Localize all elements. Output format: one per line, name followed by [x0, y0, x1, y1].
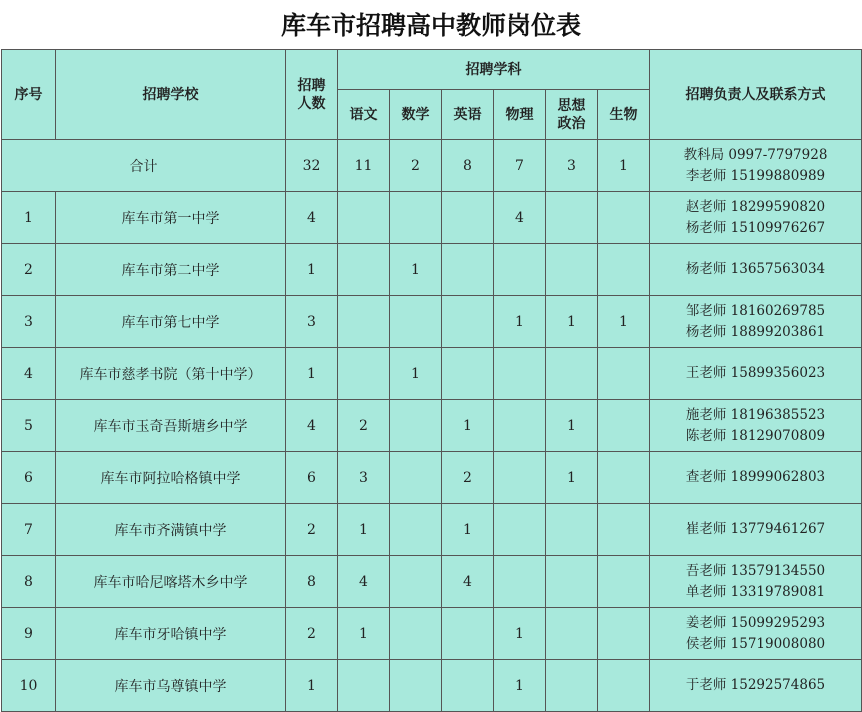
row-subject-cell	[546, 192, 598, 244]
row-index: 9	[2, 608, 56, 660]
row-school: 库车市齐满镇中学	[56, 504, 286, 556]
header-subject-politics	[546, 90, 598, 140]
header-subject-chinese: 语文	[338, 90, 390, 140]
row-subject-cell	[442, 244, 494, 296]
header-subject-math: 数学	[390, 90, 442, 140]
row-subject-cell: 1	[546, 400, 598, 452]
row-count: 2	[286, 504, 338, 556]
row-school: 库车市玉奇吾斯塘乡中学	[56, 400, 286, 452]
header-subject-physics: 物理	[494, 90, 546, 140]
table-row	[2, 296, 862, 348]
row-index: 3	[2, 296, 56, 348]
row-subject-cell: 1	[442, 504, 494, 556]
header-subject-biology: 生物	[598, 90, 650, 140]
row-subject-cell	[546, 504, 598, 556]
total-count: 32	[286, 140, 338, 192]
row-school: 库车市牙哈镇中学	[56, 608, 286, 660]
row-contact	[650, 504, 862, 556]
contact-line: 杨老师 13657563034	[685, 261, 826, 277]
total-subject-cell: 7	[494, 140, 546, 192]
row-subject-cell	[494, 556, 546, 608]
row-contact	[650, 192, 862, 244]
header-subject-english: 英语	[442, 90, 494, 140]
header-index: 序号	[2, 50, 56, 140]
row-subject-cell	[494, 348, 546, 400]
row-index: 4	[2, 348, 56, 400]
row-subject-cell	[598, 400, 650, 452]
table-row	[2, 348, 862, 400]
row-index: 1	[2, 192, 56, 244]
row-subject-cell	[494, 400, 546, 452]
row-school: 库车市第一中学	[56, 192, 286, 244]
row-subject-cell	[338, 296, 390, 348]
row-subject-cell	[338, 660, 390, 712]
row-count: 4	[286, 192, 338, 244]
row-subject-cell: 3	[338, 452, 390, 504]
header-count-text: 招聘人数	[297, 77, 326, 112]
row-subject-cell: 1	[390, 244, 442, 296]
row-contact	[650, 452, 862, 504]
contact-line: 侯老师 15719008080	[685, 635, 826, 652]
total-subject-cell: 11	[338, 140, 390, 192]
row-subject-cell	[338, 348, 390, 400]
row-subject-cell	[338, 192, 390, 244]
row-contact	[650, 348, 862, 400]
contact-line: 施老师 18196385523	[685, 406, 826, 423]
row-subject-cell	[390, 556, 442, 608]
row-subject-cell: 4	[494, 192, 546, 244]
row-subject-cell	[390, 400, 442, 452]
row-contact	[650, 608, 862, 660]
row-subject-cell: 1	[494, 296, 546, 348]
total-subject-cell: 1	[598, 140, 650, 192]
row-subject-cell: 4	[338, 556, 390, 608]
table-row	[2, 504, 862, 556]
row-school: 库车市慈孝书院（第十中学）	[56, 348, 286, 400]
row-subject-cell	[390, 660, 442, 712]
row-subject-cell	[598, 192, 650, 244]
header-subject-politics-text: 思想政治	[557, 97, 586, 132]
row-subject-cell	[598, 608, 650, 660]
row-count: 8	[286, 556, 338, 608]
row-subject-cell	[390, 608, 442, 660]
row-subject-cell	[442, 348, 494, 400]
row-subject-cell	[494, 504, 546, 556]
total-subject-cell: 3	[546, 140, 598, 192]
contact-line: 邹老师 18160269785	[685, 302, 826, 319]
row-subject-cell	[546, 660, 598, 712]
row-subject-cell	[598, 452, 650, 504]
row-subject-cell	[546, 348, 598, 400]
row-subject-cell: 1	[494, 660, 546, 712]
contact-line: 李老师 15199880989	[685, 167, 826, 184]
row-contact	[650, 244, 862, 296]
row-subject-cell: 2	[442, 452, 494, 504]
total-row	[2, 140, 862, 192]
row-subject-cell	[442, 192, 494, 244]
row-count: 2	[286, 608, 338, 660]
table-row	[2, 556, 862, 608]
row-subject-cell: 4	[442, 556, 494, 608]
row-subject-cell	[390, 452, 442, 504]
row-subject-cell	[442, 296, 494, 348]
row-subject-cell	[598, 504, 650, 556]
row-subject-cell: 1	[494, 608, 546, 660]
contact-line: 姜老师 15099295293	[685, 614, 826, 631]
row-count: 6	[286, 452, 338, 504]
row-subject-cell	[494, 452, 546, 504]
page-title: 库车市招聘高中教师岗位表	[0, 0, 862, 48]
table-row	[2, 660, 862, 712]
row-subject-cell: 1	[338, 504, 390, 556]
contact-line: 崔老师 13779461267	[685, 521, 826, 537]
row-index: 8	[2, 556, 56, 608]
contact-line: 杨老师 18899203861	[685, 323, 826, 340]
row-subject-cell	[494, 244, 546, 296]
row-subject-cell	[598, 556, 650, 608]
header-row-1	[2, 50, 862, 90]
row-index: 6	[2, 452, 56, 504]
table-row	[2, 192, 862, 244]
table-row	[2, 452, 862, 504]
recruitment-table	[1, 49, 862, 712]
row-subject-cell	[338, 244, 390, 296]
contact-line: 杨老师 15109976267	[685, 219, 826, 236]
contact-line: 于老师 15292574865	[685, 677, 826, 693]
row-school: 库车市阿拉哈格镇中学	[56, 452, 286, 504]
row-index: 7	[2, 504, 56, 556]
row-school: 库车市第二中学	[56, 244, 286, 296]
row-count: 1	[286, 348, 338, 400]
row-subject-cell	[546, 244, 598, 296]
row-index: 10	[2, 660, 56, 712]
row-subject-cell	[390, 504, 442, 556]
header-count	[286, 50, 338, 140]
header-school: 招聘学校	[56, 50, 286, 140]
row-subject-cell: 1	[546, 452, 598, 504]
row-count: 3	[286, 296, 338, 348]
row-subject-cell	[598, 244, 650, 296]
row-count: 4	[286, 400, 338, 452]
contact-line: 查老师 18999062803	[685, 469, 826, 485]
total-subject-cell: 2	[390, 140, 442, 192]
total-contact	[650, 140, 862, 192]
row-subject-cell: 1	[390, 348, 442, 400]
table-row	[2, 400, 862, 452]
row-subject-cell	[442, 608, 494, 660]
row-school: 库车市第七中学	[56, 296, 286, 348]
row-index: 5	[2, 400, 56, 452]
row-count: 1	[286, 244, 338, 296]
row-subject-cell: 2	[338, 400, 390, 452]
row-subject-cell	[390, 296, 442, 348]
row-subject-cell	[546, 608, 598, 660]
row-subject-cell	[442, 660, 494, 712]
row-subject-cell: 1	[598, 296, 650, 348]
row-index: 2	[2, 244, 56, 296]
total-subject-cell: 8	[442, 140, 494, 192]
table-row	[2, 608, 862, 660]
row-contact	[650, 400, 862, 452]
table-row	[2, 244, 862, 296]
row-subject-cell	[598, 348, 650, 400]
header-contact: 招聘负责人及联系方式	[650, 50, 862, 140]
row-contact	[650, 556, 862, 608]
contact-line: 吾老师 13579134550	[685, 562, 826, 579]
row-subject-cell	[598, 660, 650, 712]
row-subject-cell: 1	[338, 608, 390, 660]
row-school: 库车市哈尼喀塔木乡中学	[56, 556, 286, 608]
header-subjects: 招聘学科	[338, 50, 650, 90]
contact-line: 王老师 15899356023	[685, 365, 826, 381]
total-label: 合计	[2, 140, 286, 192]
contact-line: 陈老师 18129070809	[685, 427, 826, 444]
contact-line: 赵老师 18299590820	[685, 198, 826, 215]
row-subject-cell	[546, 556, 598, 608]
contact-line: 单老师 13319789081	[685, 583, 826, 600]
contact-line: 教科局 0997-7797928	[683, 146, 828, 163]
row-subject-cell	[390, 192, 442, 244]
row-contact	[650, 660, 862, 712]
row-subject-cell: 1	[442, 400, 494, 452]
row-count: 1	[286, 660, 338, 712]
row-school: 库车市乌尊镇中学	[56, 660, 286, 712]
row-subject-cell: 1	[546, 296, 598, 348]
row-contact	[650, 296, 862, 348]
